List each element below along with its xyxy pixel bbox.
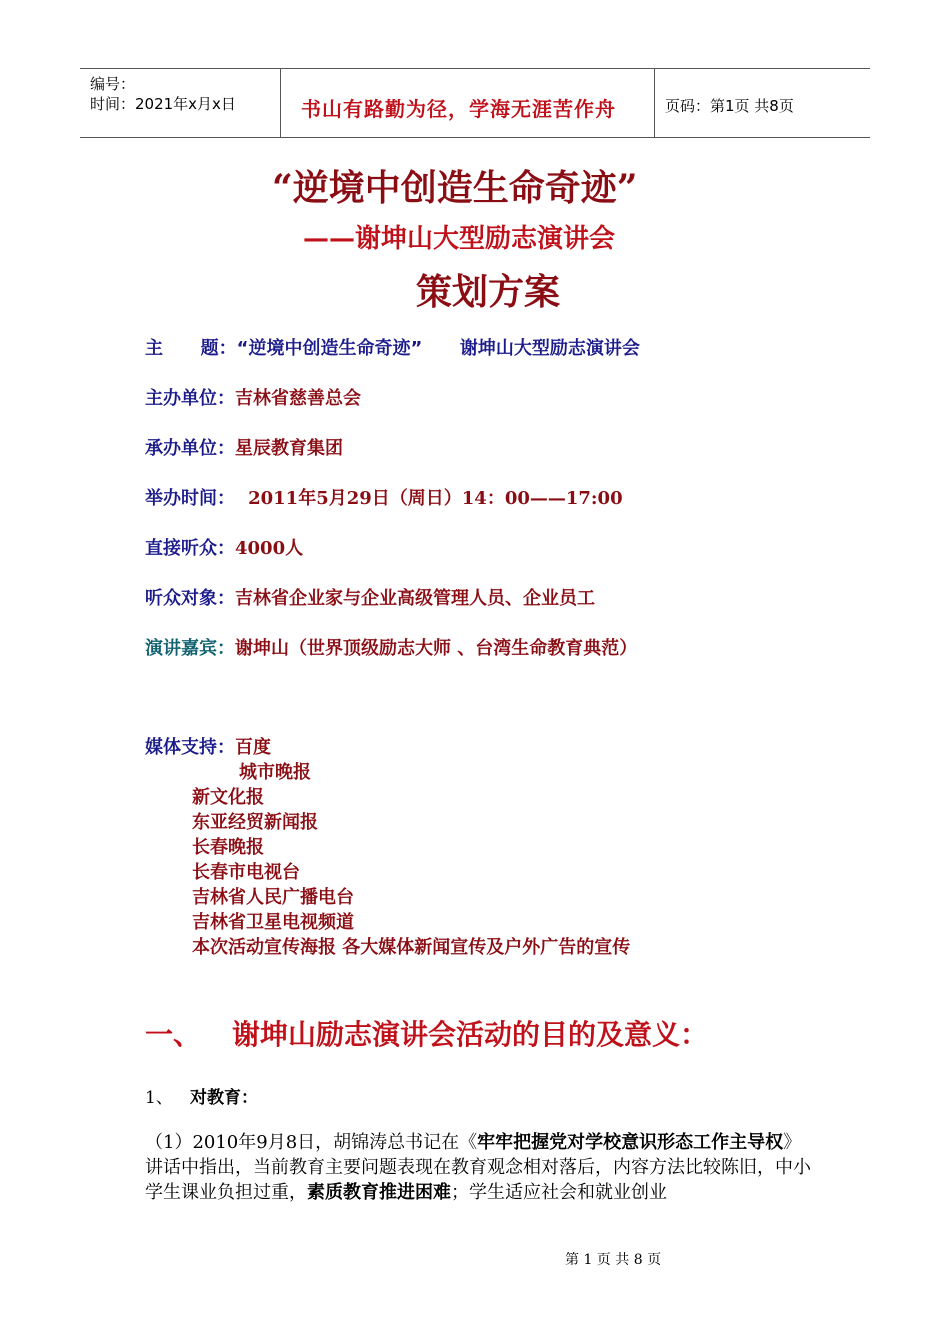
media-item: 吉林省人民广播电台 (192, 887, 354, 908)
page-code: 页码：第1页 共8页 (665, 97, 794, 115)
paragraph-bold-text: 素质教育推进困难 (307, 1182, 451, 1203)
media-item: 东亚经贸新闻报 (192, 812, 318, 833)
organizer-label: 承办单位： (145, 438, 235, 459)
header-right-cell (655, 69, 870, 137)
header-left-cell (80, 69, 280, 137)
sub-title: ——谢坤山大型励志演讲会 (303, 224, 616, 254)
speaker-label: 演讲嘉宾： (145, 638, 235, 659)
speaker-row (145, 634, 637, 660)
audience-row (145, 584, 595, 610)
header-motto-cell (280, 69, 655, 137)
audience-value: 吉林省企业家与企业高级管理人员、企业员工 (235, 588, 595, 609)
media-item: 长春市电视台 (192, 862, 300, 883)
audience-count-row (145, 534, 303, 560)
organizer-value: 星辰教育集团 (235, 438, 343, 459)
section-number: 一、 (145, 1018, 202, 1051)
speaker-value: 谢坤山（世界顶级励志大师 、台湾生命教育典范） (235, 638, 638, 659)
media-item: 长春晚报 (192, 837, 264, 858)
event-time-value: 2011年5月29日（周日）14：00——17:00 (248, 488, 623, 509)
time-row (145, 484, 623, 510)
page-footer: 第 1 页 共 8 页 (565, 1252, 662, 1268)
body-paragraph (145, 1130, 815, 1205)
audience-count-label: 直接听众： (145, 538, 235, 559)
plan-title: 策划方案 (416, 271, 561, 313)
paragraph-text: ；学生适应社会和就业创业 (451, 1182, 667, 1203)
motto-text: 书山有路勤为径，学海无涯苦作舟 (301, 97, 616, 121)
media-item: 新文化报 (192, 787, 264, 808)
theme-label: 主 题： (145, 338, 237, 359)
theme-row (145, 334, 640, 360)
media-item: 城市晚报 (239, 762, 311, 783)
host-label: 主办单位： (145, 388, 235, 409)
theme-value: “逆境中创造生命奇迹” 谢坤山大型励志演讲会 (236, 338, 640, 359)
media-item: 百度 (235, 737, 271, 758)
event-time-label: 举办时间： (145, 488, 235, 509)
audience-label: 听众对象： (145, 588, 235, 609)
audience-count-value: 4000人 (235, 538, 304, 559)
media-label: 媒体支持： (145, 737, 235, 758)
header-table (80, 68, 870, 138)
subsection-number: 1、 (145, 1088, 173, 1108)
main-title: “逆境中创造生命奇迹” (272, 167, 638, 209)
time-label: 时间：2021年x月x日 (90, 95, 236, 113)
paragraph-bold-text: 牢牢把握党对学校意识形态工作主导权 (477, 1132, 784, 1153)
media-item: 吉林省卫星电视频道 (192, 912, 354, 933)
subsection-heading: 对教育： (190, 1088, 258, 1108)
number-label: 编号： (90, 75, 136, 93)
host-row (145, 384, 361, 410)
paragraph-text: 》讲话中指出，当前教育主要问题表现在教育观念相对落后，内容方法比较陈旧，中小学生课业负担过重， (145, 1132, 811, 1203)
organizer-row (145, 434, 343, 460)
host-value: 吉林省慈善总会 (235, 388, 361, 409)
media-first-row (145, 733, 271, 759)
paragraph-text: （1）2010年9月8日，胡锦涛总书记在《 (145, 1132, 478, 1153)
section-heading: 谢坤山励志演讲会活动的目的及意义： (232, 1018, 709, 1051)
media-item: 本次活动宣传海报 各大媒体新闻宣传及户外广告的宣传 (192, 937, 631, 958)
